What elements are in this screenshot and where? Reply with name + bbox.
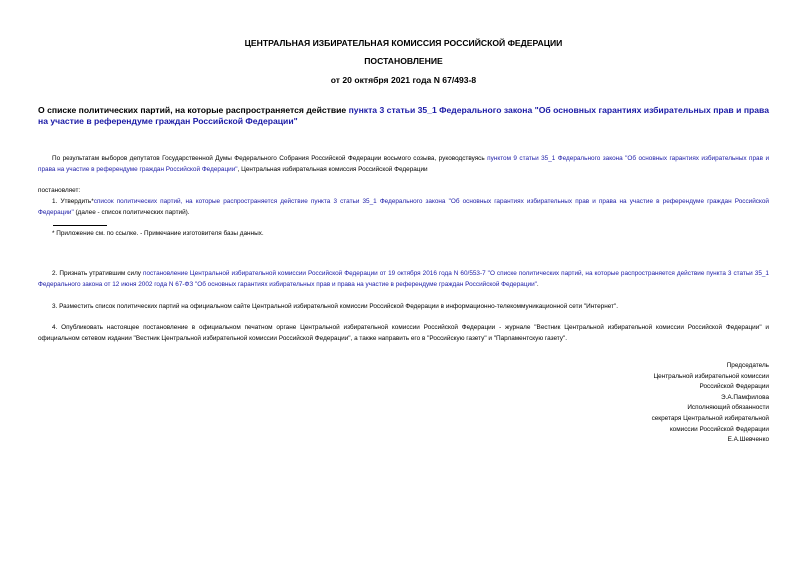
item-2-suffix: . bbox=[536, 280, 539, 288]
document-type: ПОСТАНОВЛЕНИЕ bbox=[364, 56, 443, 66]
item-3: 3. Разместить список политических партий на официальном сайте Центральной избирательной комиссии Российской Федерации в информационно-телекоммуникационной сети "Интернет". bbox=[52, 303, 619, 310]
secretary-title-line-2: секретаря Центральной избирательной bbox=[651, 414, 769, 422]
footnote-marker: * bbox=[91, 198, 94, 205]
chair-title-line-2: Центральной избирательной комиссии bbox=[653, 372, 769, 380]
signature-block bbox=[652, 361, 769, 446]
item-1 bbox=[38, 197, 769, 218]
document-title bbox=[38, 105, 769, 127]
secretary-title-line-1: Исполняющий обязанности bbox=[687, 404, 769, 412]
item-1-suffix: (далее - список политических партий). bbox=[73, 208, 190, 216]
title-text: О списке политических партий, на которые распространяется действие bbox=[38, 105, 349, 115]
preamble-text: По результатам выборов депутатов Государственной Думы Федерального Собрания Российской Федерации восьмого созыва, руководствуясь bbox=[52, 155, 488, 162]
chair-title-line-1: Председатель bbox=[726, 362, 769, 369]
item-1-prefix: 1. Утвердить bbox=[52, 198, 92, 205]
secretary-name: Е.А.Шевченко bbox=[727, 436, 769, 444]
preamble-suffix: , Центральная избирательная комиссия Российской Федерации bbox=[237, 165, 428, 173]
preamble-paragraph bbox=[38, 154, 769, 175]
chair-name: Э.А.Памфилова bbox=[720, 393, 769, 401]
item-2 bbox=[38, 269, 769, 290]
preamble-law-link[interactable]: пунктом 9 статьи 35_1 Федерального закона "Об основных гарантиях избирательных прав и права на участие в референдуме граждан Российской Федерации" bbox=[38, 155, 770, 173]
title-law-link[interactable]: пункта 3 статьи 35_1 Федерального закона "Об основных гарантиях избирательных прав и права на участие в референдуме граждан Российской Федерации" bbox=[38, 105, 769, 126]
item-4: 4. Опубликовать настоящее постановление в официальном печатном органе Центральной избирательной комиссии Российской Федерации - журнале "Вестник Центральной избирательной комиссии Российской Федерации" и официальном сетевом издании "Вестник Центральной избирательной комиссии Российской Федерации", а также направить его в "Российскую газету" и "Парламентскую газету". bbox=[38, 324, 769, 342]
secretary-title-line-3: комиссии Российской Федерации bbox=[669, 425, 769, 433]
decides-label: постановляет: bbox=[38, 187, 81, 194]
party-list-link[interactable]: список политических партий, на которые распространяется действие пункта 3 статьи 35_1 Федерального закона "Об основных гарантиях избирательных прав и права на участие в референдуме граждан Российской Федерации" bbox=[38, 198, 769, 216]
chair-title-line-3: Российской Федерации bbox=[699, 383, 769, 391]
repealed-resolution-link[interactable]: постановление Центральной избирательной комиссии Российской Федерации от 19 октября 2016 года N 60/553-7 "О списке политических партий, на которые распространяется действие пункта 3 статьи 35_1 Федерального закона от 12 июня 2002 года N 67-ФЗ "Об основных гарантиях избирательных прав и права на участие в референдуме граждан Российской Федерации" bbox=[38, 270, 769, 288]
issuing-authority: ЦЕНТРАЛЬНАЯ ИЗБИРАТЕЛЬНАЯ КОМИССИЯ РОССИЙСКОЙ ФЕДЕРАЦИИ bbox=[244, 38, 563, 48]
item-2-prefix: 2. Признать утратившим силу bbox=[52, 270, 144, 277]
footnote-text: * Приложение см. по ссылке. - Примечание изготовителя базы данных. bbox=[52, 230, 264, 237]
date-number: от 20 октября 2021 года N 67/493-8 bbox=[330, 75, 477, 85]
footnote-divider bbox=[53, 225, 107, 226]
